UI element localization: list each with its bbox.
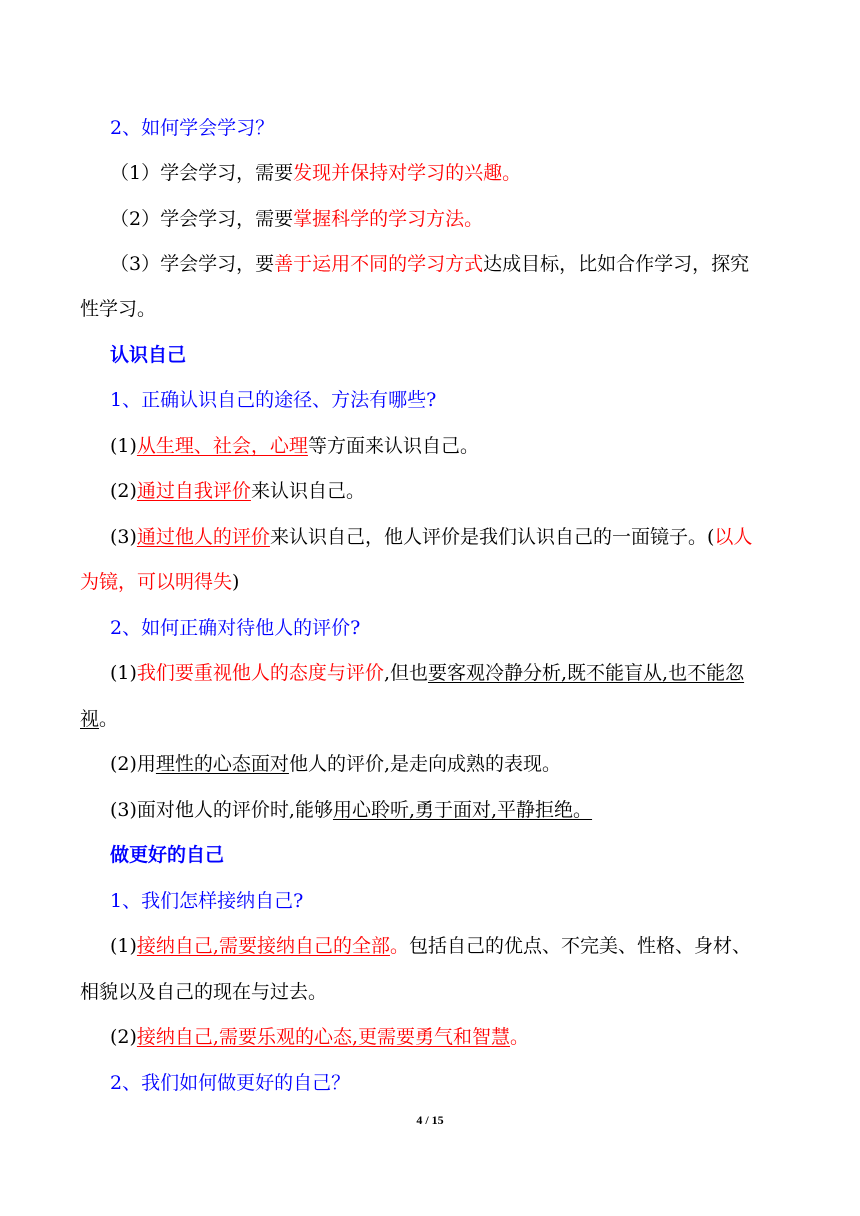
item-accept-self-1-cont: 相貌以及自己的现在与过去。	[80, 981, 328, 1003]
page-number: 4 / 15	[416, 1113, 444, 1127]
question-treat-evaluation: 2、如何正确对待他人的评价?	[110, 617, 361, 639]
paragraph-learn-3-cont: 性学习。	[80, 298, 157, 320]
item-evaluation-1-cont: 视。	[80, 708, 119, 730]
question-better-self: 2、我们如何做更好的自己？	[110, 1072, 351, 1094]
section-title-know-self: 认识自己	[110, 344, 187, 366]
item-evaluation-3: (3)面对他人的评价时,能够用心聆听,勇于面对,平静拒绝。	[110, 799, 593, 821]
item-evaluation-2: (2)用理性的心态面对他人的评价,是走向成熟的表现。	[110, 753, 561, 775]
item-know-self-1: (1)从生理、社会，心理等方面来认识自己。	[110, 435, 479, 457]
question-know-self-methods: 1、正确认识自己的途径、方法有哪些?	[110, 389, 437, 411]
paragraph-learn-2: （2）学会学习，需要掌握科学的学习方法。	[110, 208, 484, 230]
paragraph-learn-3: （3）学会学习，要善于运用不同的学习方式达成目标，比如合作学习，探究	[110, 253, 750, 275]
item-know-self-3-cont: 为镜，可以明得失)	[80, 571, 240, 593]
item-accept-self-2: (2)接纳自己,需要乐观的心态,更需要勇气和智慧。	[110, 1026, 530, 1048]
item-know-self-2: (2)通过自我评价来认识自己。	[110, 480, 365, 502]
item-know-self-3: (3)通过他人的评价来认识自己，他人评价是我们认识自己的一面镜子。(以人	[110, 526, 753, 548]
section-title-better-self: 做更好的自己	[110, 844, 225, 866]
item-evaluation-1: (1)我们要重视他人的态度与评价,但也要客观冷静分析,既不能盲从,也不能忽	[110, 662, 745, 684]
question-accept-self: 1、我们怎样接纳自己?	[110, 890, 304, 912]
item-accept-self-1: (1)接纳自己,需要接纳自己的全部。包括自己的优点、不完美、性格、身材、	[110, 935, 751, 957]
heading-learn-how: 2、如何学会学习？	[110, 117, 275, 139]
paragraph-learn-1: （1）学会学习，需要发现并保持对学习的兴趣。	[110, 162, 522, 184]
